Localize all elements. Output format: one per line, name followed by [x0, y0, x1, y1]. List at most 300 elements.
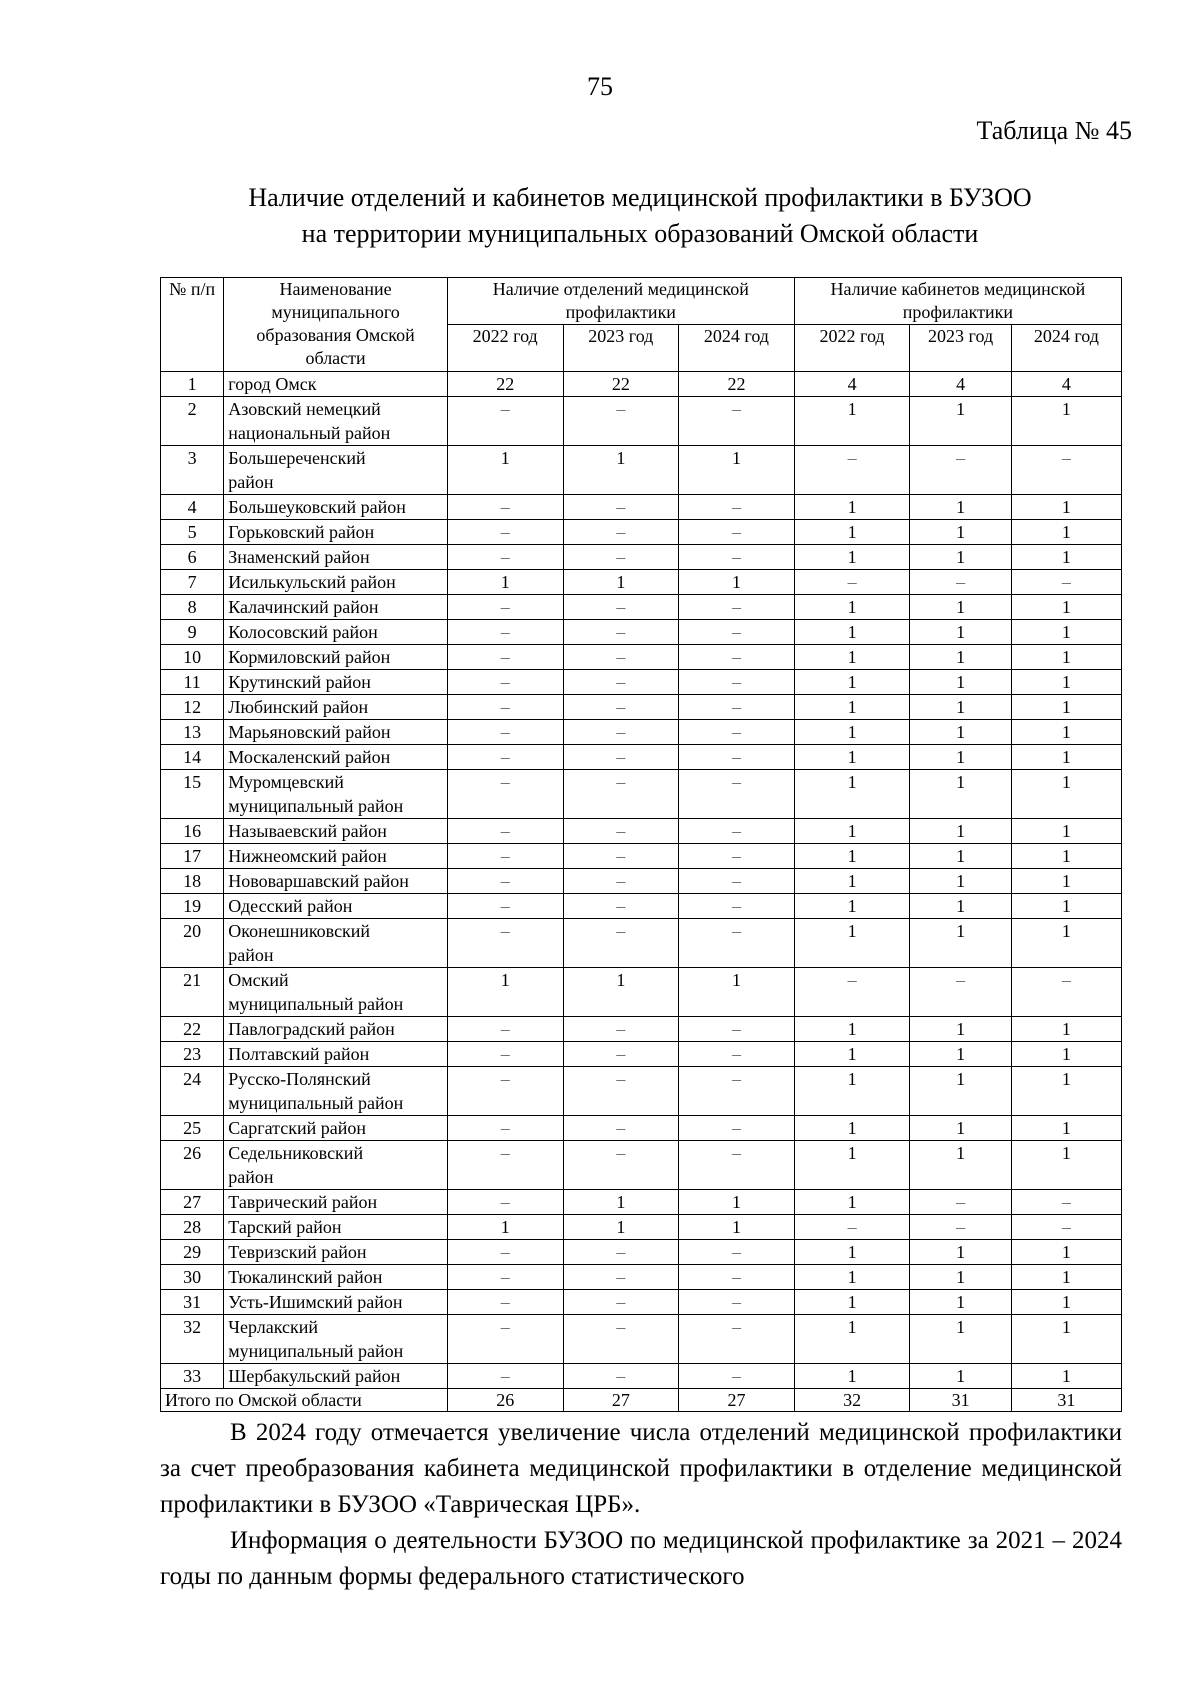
row-number: 5 [161, 520, 224, 545]
value-cell: – [679, 695, 795, 720]
table-row [161, 968, 1122, 1017]
table-row [161, 1315, 1122, 1364]
value-cell: 1 [794, 894, 910, 919]
value-cell: – [679, 1116, 795, 1141]
value-cell: – [910, 1215, 1011, 1240]
value-cell: 1 [1011, 1042, 1121, 1067]
value-cell: 1 [679, 570, 795, 595]
value-cell: 1 [794, 1190, 910, 1215]
total-value: 32 [794, 1389, 910, 1412]
value-cell: 1 [1011, 1240, 1121, 1265]
row-number: 17 [161, 844, 224, 869]
table-row [161, 1364, 1122, 1389]
value-cell: – [563, 819, 679, 844]
row-number: 11 [161, 670, 224, 695]
value-cell: 1 [910, 520, 1011, 545]
value-cell: – [794, 968, 910, 1017]
row-number: 24 [161, 1067, 224, 1116]
row-number: 13 [161, 720, 224, 745]
table-row [161, 869, 1122, 894]
district-name: Любинский район [224, 695, 448, 720]
value-cell: – [447, 1141, 563, 1190]
value-cell: – [447, 720, 563, 745]
total-value: 31 [1011, 1389, 1121, 1412]
value-cell: – [447, 770, 563, 819]
district-name: Большеуковский район [224, 495, 448, 520]
row-number: 3 [161, 446, 224, 495]
district-name: Большереченский район [224, 446, 448, 495]
district-name: Крутинский район [224, 670, 448, 695]
value-cell: 1 [563, 1190, 679, 1215]
value-cell: – [679, 745, 795, 770]
header-year: 2023 год [563, 325, 679, 372]
value-cell: 4 [910, 372, 1011, 397]
district-name: Усть-Ишимский район [224, 1290, 448, 1315]
value-cell: 1 [794, 770, 910, 819]
value-cell: 1 [1011, 745, 1121, 770]
value-cell: 1 [910, 1141, 1011, 1190]
value-cell: – [447, 1240, 563, 1265]
header-year: 2023 год [910, 325, 1011, 372]
table-row [161, 1042, 1122, 1067]
value-cell: – [563, 545, 679, 570]
value-cell: 1 [910, 770, 1011, 819]
value-cell: 1 [794, 545, 910, 570]
value-cell: – [447, 819, 563, 844]
table-row [161, 620, 1122, 645]
value-cell: 1 [794, 1017, 910, 1042]
value-cell: 1 [794, 397, 910, 446]
value-cell: 1 [794, 919, 910, 968]
value-cell: – [910, 570, 1011, 595]
district-name: Одесский район [224, 894, 448, 919]
table-row [161, 1215, 1122, 1240]
page-number: 75 [587, 72, 613, 101]
value-cell: 1 [910, 1240, 1011, 1265]
table-row [161, 1240, 1122, 1265]
value-cell: 1 [910, 1042, 1011, 1067]
district-name: Тюкалинский район [224, 1265, 448, 1290]
row-number: 14 [161, 745, 224, 770]
value-cell: – [679, 397, 795, 446]
header-year: 2022 год [447, 325, 563, 372]
value-cell: – [447, 1290, 563, 1315]
value-cell: 1 [447, 446, 563, 495]
district-name: Седельниковский район [224, 1141, 448, 1190]
value-cell: – [679, 770, 795, 819]
value-cell: 1 [910, 645, 1011, 670]
value-cell: 1 [910, 1265, 1011, 1290]
row-number: 1 [161, 372, 224, 397]
value-cell: – [447, 545, 563, 570]
value-cell: 1 [910, 1116, 1011, 1141]
table-row [161, 745, 1122, 770]
value-cell: – [679, 1290, 795, 1315]
value-cell: – [679, 1265, 795, 1290]
value-cell: – [679, 894, 795, 919]
value-cell: – [447, 695, 563, 720]
value-cell: – [1011, 1190, 1121, 1215]
value-cell: – [563, 894, 679, 919]
value-cell: – [447, 645, 563, 670]
row-number: 31 [161, 1290, 224, 1315]
value-cell: 1 [1011, 844, 1121, 869]
district-name: Саргатский район [224, 1116, 448, 1141]
table-row [161, 446, 1122, 495]
document-title [160, 180, 1120, 252]
value-cell: 1 [910, 397, 1011, 446]
value-cell: – [447, 1265, 563, 1290]
header-name: Наименование муниципального образования Омской области [224, 278, 448, 372]
district-name: Тевризский район [224, 1240, 448, 1265]
row-number: 18 [161, 869, 224, 894]
district-name: Исилькульский район [224, 570, 448, 595]
value-cell: 1 [794, 844, 910, 869]
value-cell: – [679, 919, 795, 968]
value-cell: 1 [679, 446, 795, 495]
value-cell: 1 [794, 1290, 910, 1315]
table-row [161, 919, 1122, 968]
value-cell: – [447, 1190, 563, 1215]
table-row [161, 1017, 1122, 1042]
value-cell: 1 [1011, 919, 1121, 968]
value-cell: 1 [1011, 720, 1121, 745]
value-cell: – [679, 720, 795, 745]
district-name: Знаменский район [224, 545, 448, 570]
value-cell: – [563, 770, 679, 819]
row-number: 6 [161, 545, 224, 570]
value-cell: – [447, 919, 563, 968]
value-cell: 1 [794, 670, 910, 695]
district-name: Муромцевский муниципальный район [224, 770, 448, 819]
value-cell: – [447, 1116, 563, 1141]
row-number: 10 [161, 645, 224, 670]
table-row [161, 1116, 1122, 1141]
table-row [161, 819, 1122, 844]
row-number: 7 [161, 570, 224, 595]
value-cell: – [679, 620, 795, 645]
header-year: 2024 год [679, 325, 795, 372]
value-cell: – [1011, 968, 1121, 1017]
value-cell: – [910, 1190, 1011, 1215]
value-cell: – [563, 1290, 679, 1315]
value-cell: 1 [794, 1240, 910, 1265]
table-row [161, 1067, 1122, 1116]
value-cell: – [679, 545, 795, 570]
table-body [161, 372, 1122, 1412]
district-name: Шербакульский район [224, 1364, 448, 1389]
value-cell: – [679, 495, 795, 520]
row-number: 32 [161, 1315, 224, 1364]
value-cell: – [563, 919, 679, 968]
table-label: Таблица № 45 [976, 116, 1132, 145]
value-cell: 1 [794, 720, 910, 745]
value-cell: – [563, 844, 679, 869]
table-row [161, 670, 1122, 695]
table-row [161, 1290, 1122, 1315]
value-cell: 1 [1011, 545, 1121, 570]
value-cell: 1 [794, 1067, 910, 1116]
value-cell: – [563, 520, 679, 545]
table-row [161, 570, 1122, 595]
value-cell: 1 [1011, 1315, 1121, 1364]
total-row [161, 1389, 1122, 1412]
value-cell: – [1011, 446, 1121, 495]
table-row [161, 770, 1122, 819]
district-name: Русско-Полянский муниципальный район [224, 1067, 448, 1116]
district-name: Горьковский район [224, 520, 448, 545]
value-cell: 1 [563, 1215, 679, 1240]
value-cell: 1 [1011, 1290, 1121, 1315]
value-cell: 1 [794, 1364, 910, 1389]
value-cell: 22 [679, 372, 795, 397]
value-cell: 1 [1011, 645, 1121, 670]
table-row [161, 372, 1122, 397]
value-cell: – [447, 495, 563, 520]
value-cell: 1 [794, 819, 910, 844]
value-cell: 1 [794, 1265, 910, 1290]
row-number: 19 [161, 894, 224, 919]
value-cell: – [910, 446, 1011, 495]
district-name: Нововаршавский район [224, 869, 448, 894]
value-cell: 1 [1011, 670, 1121, 695]
value-cell: – [447, 869, 563, 894]
value-cell: – [563, 1240, 679, 1265]
table-row [161, 520, 1122, 545]
row-number: 22 [161, 1017, 224, 1042]
value-cell: – [679, 1017, 795, 1042]
value-cell: – [447, 894, 563, 919]
value-cell: – [679, 819, 795, 844]
value-cell: 1 [679, 1215, 795, 1240]
paragraph: В 2024 году отмечается увеличение числа отделений медицинской профилактики за счет преобразования кабинета медицинской профилактики в отделение медицинской профилактики в БУЗОО «Таврическая ЦРБ». [160, 1419, 1122, 1518]
value-cell: 1 [910, 1364, 1011, 1389]
value-cell: 1 [1011, 520, 1121, 545]
value-cell: – [679, 1067, 795, 1116]
value-cell: 1 [1011, 695, 1121, 720]
value-cell: – [447, 745, 563, 770]
value-cell: 1 [910, 595, 1011, 620]
title-line-1: Наличие отделений и кабинетов медицинской профилактики в БУЗОО [248, 183, 1032, 212]
district-name: Калачинский район [224, 595, 448, 620]
value-cell: – [447, 520, 563, 545]
row-number: 8 [161, 595, 224, 620]
paragraph: Информация о деятельности БУЗОО по медицинской профилактике за 2021 – 2024 годы по данным формы федерального статистического [160, 1527, 1122, 1590]
district-name: Полтавский район [224, 1042, 448, 1067]
value-cell: – [563, 595, 679, 620]
header-year: 2022 год [794, 325, 910, 372]
value-cell: – [679, 1141, 795, 1190]
row-number: 33 [161, 1364, 224, 1389]
value-cell: – [910, 968, 1011, 1017]
value-cell: – [563, 720, 679, 745]
value-cell: – [447, 670, 563, 695]
value-cell: 1 [679, 968, 795, 1017]
row-number: 9 [161, 620, 224, 645]
value-cell: 1 [910, 1315, 1011, 1364]
table-row [161, 397, 1122, 446]
value-cell: 1 [910, 620, 1011, 645]
value-cell: 1 [1011, 894, 1121, 919]
header-num: № п/п [161, 278, 224, 372]
value-cell: – [563, 670, 679, 695]
table-row [161, 495, 1122, 520]
total-value: 31 [910, 1389, 1011, 1412]
table-row [161, 545, 1122, 570]
row-number: 26 [161, 1141, 224, 1190]
table-row [161, 1141, 1122, 1190]
header-departments: Наличие отделений медицинской профилактики [447, 278, 794, 325]
row-number: 12 [161, 695, 224, 720]
value-cell: – [563, 869, 679, 894]
value-cell: 1 [910, 919, 1011, 968]
total-label: Итого по Омской области [161, 1389, 448, 1412]
value-cell: – [447, 620, 563, 645]
value-cell: 1 [794, 620, 910, 645]
row-number: 25 [161, 1116, 224, 1141]
row-number: 2 [161, 397, 224, 446]
body-text [160, 1415, 1122, 1595]
value-cell: 1 [1011, 397, 1121, 446]
districts-table [160, 277, 1122, 1412]
value-cell: 1 [563, 446, 679, 495]
value-cell: 1 [794, 520, 910, 545]
value-cell: 1 [1011, 1364, 1121, 1389]
value-cell: 1 [447, 570, 563, 595]
district-name: Кормиловский район [224, 645, 448, 670]
table-row [161, 695, 1122, 720]
value-cell: – [447, 397, 563, 446]
total-value: 26 [447, 1389, 563, 1412]
value-cell: 1 [794, 1042, 910, 1067]
value-cell: 1 [910, 1067, 1011, 1116]
value-cell: 1 [679, 1190, 795, 1215]
district-name: Москаленский район [224, 745, 448, 770]
value-cell: 1 [1011, 1067, 1121, 1116]
table-row [161, 720, 1122, 745]
district-name: Азовский немецкий национальный район [224, 397, 448, 446]
value-cell: 1 [447, 968, 563, 1017]
value-cell: 1 [910, 670, 1011, 695]
value-cell: – [563, 495, 679, 520]
value-cell: 1 [910, 720, 1011, 745]
row-number: 20 [161, 919, 224, 968]
total-value: 27 [679, 1389, 795, 1412]
value-cell: – [563, 1265, 679, 1290]
value-cell: – [563, 1116, 679, 1141]
value-cell: 1 [794, 1141, 910, 1190]
row-number: 21 [161, 968, 224, 1017]
value-cell: 1 [1011, 869, 1121, 894]
value-cell: 1 [1011, 1141, 1121, 1190]
value-cell: – [794, 1215, 910, 1240]
value-cell: – [679, 869, 795, 894]
row-number: 4 [161, 495, 224, 520]
value-cell: 1 [910, 545, 1011, 570]
value-cell: 1 [910, 745, 1011, 770]
value-cell: 1 [1011, 819, 1121, 844]
table-row [161, 1190, 1122, 1215]
value-cell: – [1011, 570, 1121, 595]
value-cell: – [563, 695, 679, 720]
value-cell: 1 [563, 968, 679, 1017]
value-cell: – [794, 570, 910, 595]
value-cell: – [794, 446, 910, 495]
value-cell: – [679, 595, 795, 620]
value-cell: 1 [1011, 1265, 1121, 1290]
value-cell: 1 [910, 495, 1011, 520]
value-cell: 1 [1011, 1017, 1121, 1042]
value-cell: – [447, 1364, 563, 1389]
district-name: Марьяновский район [224, 720, 448, 745]
value-cell: – [679, 1315, 795, 1364]
value-cell: – [447, 595, 563, 620]
row-number: 28 [161, 1215, 224, 1240]
value-cell: 1 [910, 1290, 1011, 1315]
value-cell: 1 [794, 1116, 910, 1141]
value-cell: 1 [1011, 620, 1121, 645]
header-year: 2024 год [1011, 325, 1121, 372]
table-row [161, 894, 1122, 919]
district-name: Оконешниковский район [224, 919, 448, 968]
table-row [161, 645, 1122, 670]
value-cell: – [679, 520, 795, 545]
value-cell: – [563, 1315, 679, 1364]
value-cell: 1 [794, 695, 910, 720]
district-name: Павлоградский район [224, 1017, 448, 1042]
table-row [161, 844, 1122, 869]
value-cell: 1 [794, 745, 910, 770]
value-cell: – [679, 844, 795, 869]
value-cell: – [563, 397, 679, 446]
district-name: Нижнеомский район [224, 844, 448, 869]
district-name: Тарский район [224, 1215, 448, 1240]
value-cell: 1 [1011, 495, 1121, 520]
value-cell: – [1011, 1215, 1121, 1240]
value-cell: – [563, 1364, 679, 1389]
value-cell: – [563, 1017, 679, 1042]
row-number: 15 [161, 770, 224, 819]
value-cell: 1 [1011, 770, 1121, 819]
value-cell: – [679, 1240, 795, 1265]
value-cell: – [563, 620, 679, 645]
value-cell: – [679, 1042, 795, 1067]
value-cell: 1 [910, 695, 1011, 720]
value-cell: 1 [794, 1315, 910, 1364]
value-cell: 1 [910, 1017, 1011, 1042]
value-cell: 1 [563, 570, 679, 595]
district-name: город Омск [224, 372, 448, 397]
value-cell: 1 [794, 869, 910, 894]
value-cell: – [563, 745, 679, 770]
value-cell: – [563, 645, 679, 670]
value-cell: 22 [447, 372, 563, 397]
value-cell: – [563, 1042, 679, 1067]
row-number: 30 [161, 1265, 224, 1290]
value-cell: – [563, 1067, 679, 1116]
value-cell: – [447, 1017, 563, 1042]
district-name: Называевский район [224, 819, 448, 844]
value-cell: – [679, 670, 795, 695]
district-name: Колосовский район [224, 620, 448, 645]
title-line-2: на территории муниципальных образований Омской области [301, 219, 979, 248]
value-cell: 1 [794, 645, 910, 670]
value-cell: – [679, 1364, 795, 1389]
value-cell: – [447, 844, 563, 869]
header-offices: Наличие кабинетов медицинской профилактики [794, 278, 1121, 325]
district-name: Таврический район [224, 1190, 448, 1215]
row-number: 27 [161, 1190, 224, 1215]
